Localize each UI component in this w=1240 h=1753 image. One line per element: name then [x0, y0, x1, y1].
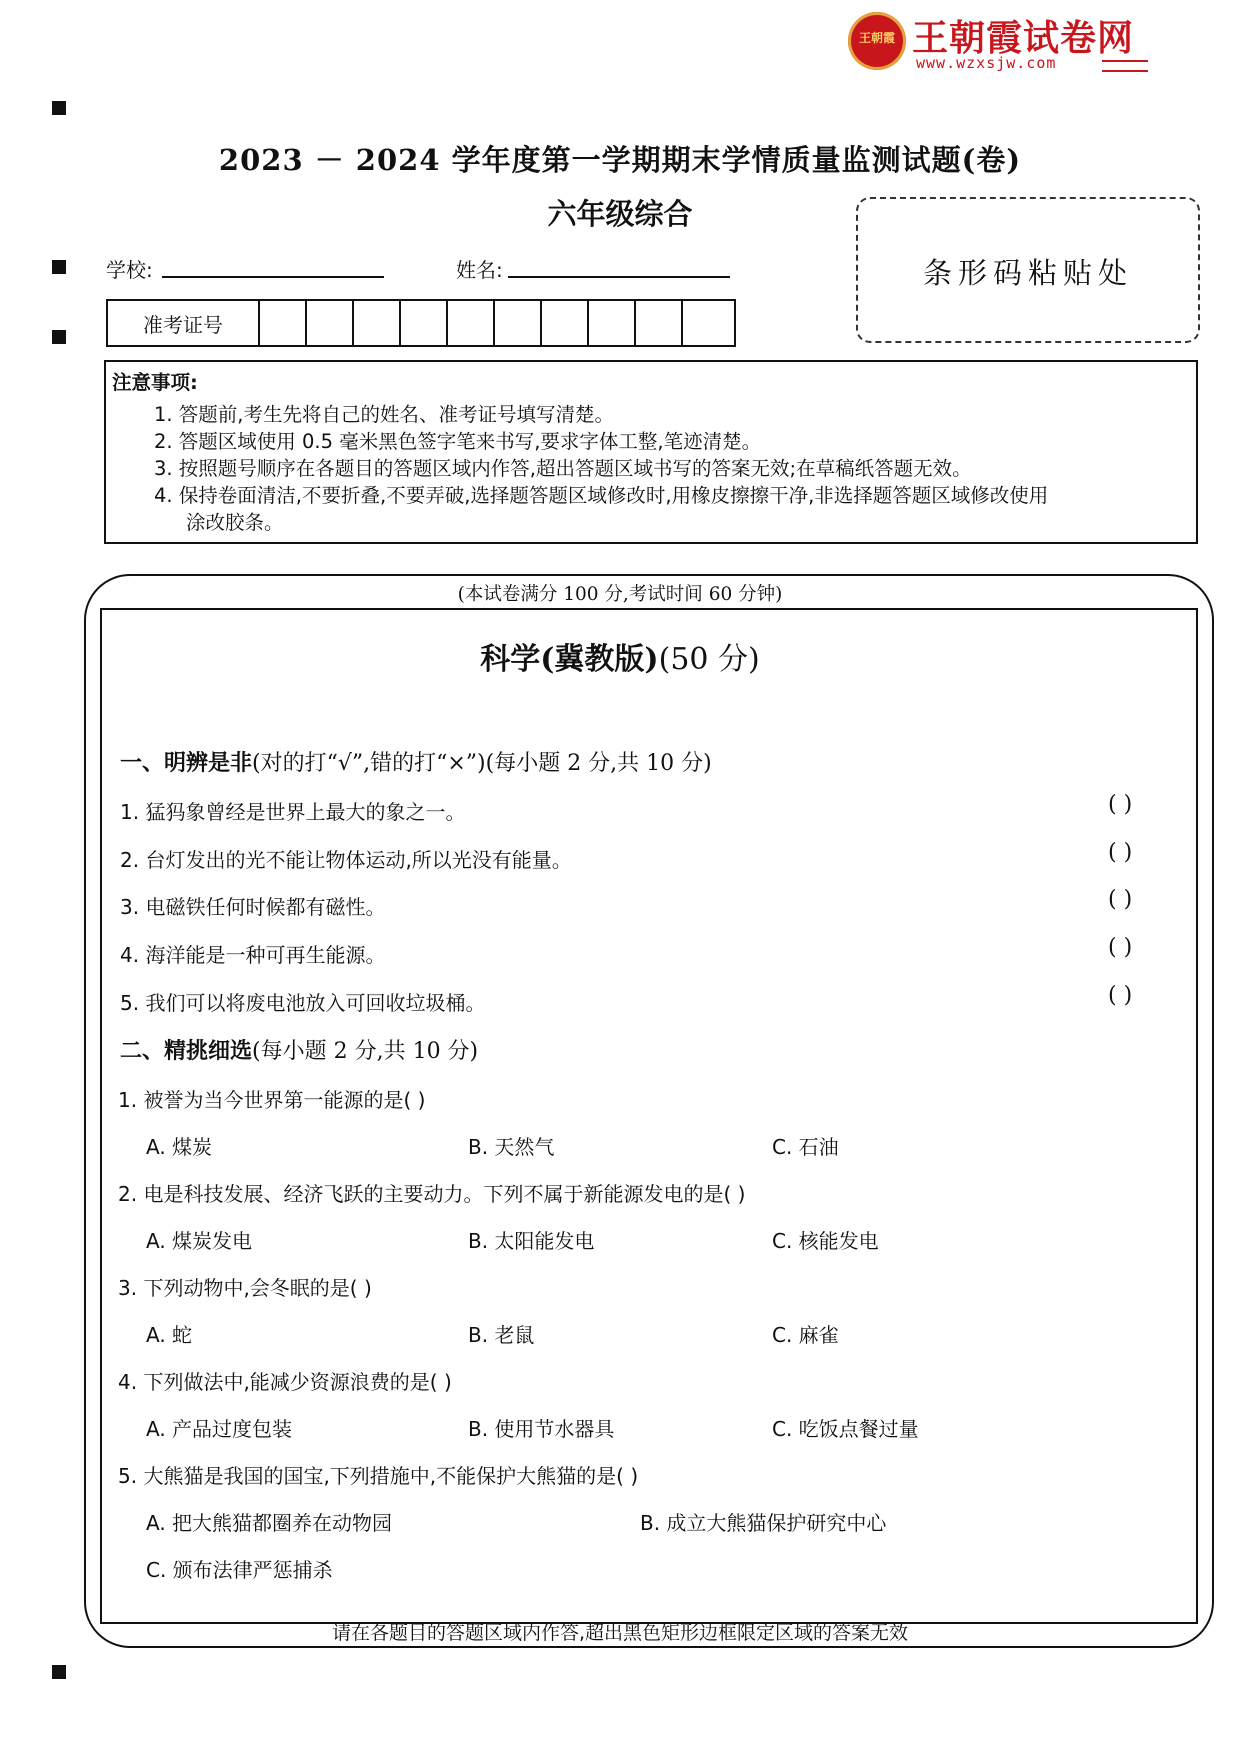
tf-question: 5. 我们可以将废电池放入可回收垃圾桶。	[120, 991, 486, 1015]
registration-mark	[52, 101, 66, 115]
logo-decor	[1102, 60, 1148, 72]
tf-answer-box[interactable]: ( )	[1108, 840, 1133, 865]
mc-option[interactable]: A. 蛇	[146, 1323, 193, 1347]
notice-item-continuation: 涂改胶条。	[186, 511, 284, 534]
mc-option[interactable]: B. 太阳能发电	[468, 1229, 595, 1253]
mc-question-stem: 3. 下列动物中,会冬眠的是( )	[118, 1276, 372, 1300]
mc-option[interactable]: C. 吃饭点餐过量	[772, 1417, 919, 1441]
mc-question-stem: 1. 被誉为当今世界第一能源的是( )	[118, 1088, 426, 1112]
tf-question: 1. 猛犸象曾经是世界上最大的象之一。	[120, 800, 466, 824]
mc-option[interactable]: B. 成立大熊猫保护研究中心	[640, 1511, 887, 1535]
mc-option[interactable]: B. 使用节水器具	[468, 1417, 615, 1441]
footer-notice: 请在各题目的答题区域内作答,超出黑色矩形边框限定区域的答案无效	[331, 1622, 909, 1644]
name-label: 姓名:	[456, 258, 503, 282]
logo-name: 王朝霞试卷网	[912, 18, 1135, 59]
mc-option[interactable]: A. 把大熊猫都圈养在动物园	[146, 1511, 393, 1535]
exam-number-cell[interactable]	[683, 301, 728, 345]
registration-mark	[52, 260, 66, 274]
exam-number-cell[interactable]	[354, 301, 401, 345]
exam-number-cell[interactable]	[307, 301, 354, 345]
tf-answer-box[interactable]: ( )	[1108, 935, 1133, 960]
registration-mark	[52, 330, 66, 344]
exam-number-cell[interactable]	[542, 301, 589, 345]
exam-number-cell[interactable]	[495, 301, 542, 345]
mc-option[interactable]: C. 麻雀	[772, 1323, 839, 1347]
exam-number-cell[interactable]	[636, 301, 683, 345]
barcode-area	[856, 197, 1200, 343]
mc-option[interactable]: C. 石油	[772, 1135, 839, 1159]
exam-number-grid	[106, 299, 736, 347]
mc-option[interactable]: B. 老鼠	[468, 1323, 535, 1347]
tf-question: 2. 台灯发出的光不能让物体运动,所以光没有能量。	[120, 848, 572, 872]
notice-item: 3. 按照题号顺序在各题目的答题区域内作答,超出答题区域书写的答案无效;在草稿纸答题无效。	[154, 457, 972, 480]
logo-url: www.wzxsjw.com	[916, 54, 1057, 72]
mc-question-stem: 4. 下列做法中,能减少资源浪费的是( )	[118, 1370, 452, 1394]
exam-number-cell[interactable]	[260, 301, 307, 345]
mc-option[interactable]: C. 颁布法律严惩捕杀	[146, 1558, 333, 1582]
tf-answer-box[interactable]: ( )	[1108, 792, 1133, 817]
logo-badge-icon: 王朝霞	[848, 12, 906, 70]
mc-option[interactable]: A. 煤炭发电	[146, 1229, 253, 1253]
notice-item: 4. 保持卷面清洁,不要折叠,不要弄破,选择题答题区域修改时,用橡皮擦擦干净,非选择题答题区域修改使用	[154, 484, 1049, 507]
subject-name: 科学(冀教版)	[480, 642, 659, 677]
mc-question-stem: 5. 大熊猫是我国的国宝,下列措施中,不能保护大熊猫的是( )	[118, 1464, 639, 1488]
exam-number-cell[interactable]	[589, 301, 636, 345]
barcode-label: 条形码粘贴处	[922, 256, 1133, 290]
mc-question-stem: 2. 电是科技发展、经济飞跃的主要动力。下列不属于新能源发电的是( )	[118, 1182, 746, 1206]
section1-note: (对的打“√”,错的打“×”)(每小题 2 分,共 10 分)	[252, 751, 712, 776]
section1-heading: 一、明辨是非(对的打“√”,错的打“×”)(每小题 2 分,共 10 分)	[120, 751, 712, 776]
notice-box	[104, 360, 1198, 544]
tf-question: 4. 海洋能是一种可再生能源。	[120, 943, 386, 967]
notice-item: 2. 答题区域使用 0.5 毫米黑色签字笔来书写,要求字体工整,笔迹清楚。	[154, 430, 762, 453]
tf-question: 3. 电磁铁任何时候都有磁性。	[120, 895, 386, 919]
registration-mark	[52, 1665, 66, 1679]
exam-subtitle: 六年级综合	[547, 197, 693, 231]
mc-option[interactable]: A. 煤炭	[146, 1135, 213, 1159]
name-field[interactable]	[508, 276, 730, 278]
tf-answer-box[interactable]: ( )	[1108, 983, 1133, 1008]
exam-number-cell[interactable]	[448, 301, 495, 345]
exam-info: (本试卷满分 100 分,考试时间 60 分钟)	[457, 584, 783, 605]
exam-number-cell[interactable]	[401, 301, 448, 345]
site-logo	[848, 10, 1158, 72]
notice-item: 1. 答题前,考生先将自己的姓名、准考证号填写清楚。	[154, 403, 615, 426]
section2-heading: 二、精挑细选(每小题 2 分,共 10 分)	[120, 1039, 479, 1064]
mc-option[interactable]: C. 核能发电	[772, 1229, 879, 1253]
mc-option[interactable]: B. 天然气	[468, 1135, 555, 1159]
notice-heading: 注意事项:	[112, 371, 198, 394]
mc-option[interactable]: A. 产品过度包装	[146, 1417, 293, 1441]
exam-title: 2023 － 2024 学年度第一学期期末学情质量监测试题(卷)	[218, 143, 1022, 177]
school-label: 学校:	[106, 258, 153, 282]
exam-number-label: 准考证号	[108, 301, 260, 345]
subject-title	[0, 634, 1240, 678]
section2-note: (每小题 2 分,共 10 分)	[252, 1039, 479, 1064]
subject-score: (50 分)	[658, 642, 760, 677]
school-field[interactable]	[162, 276, 384, 278]
tf-answer-box[interactable]: ( )	[1108, 887, 1133, 912]
